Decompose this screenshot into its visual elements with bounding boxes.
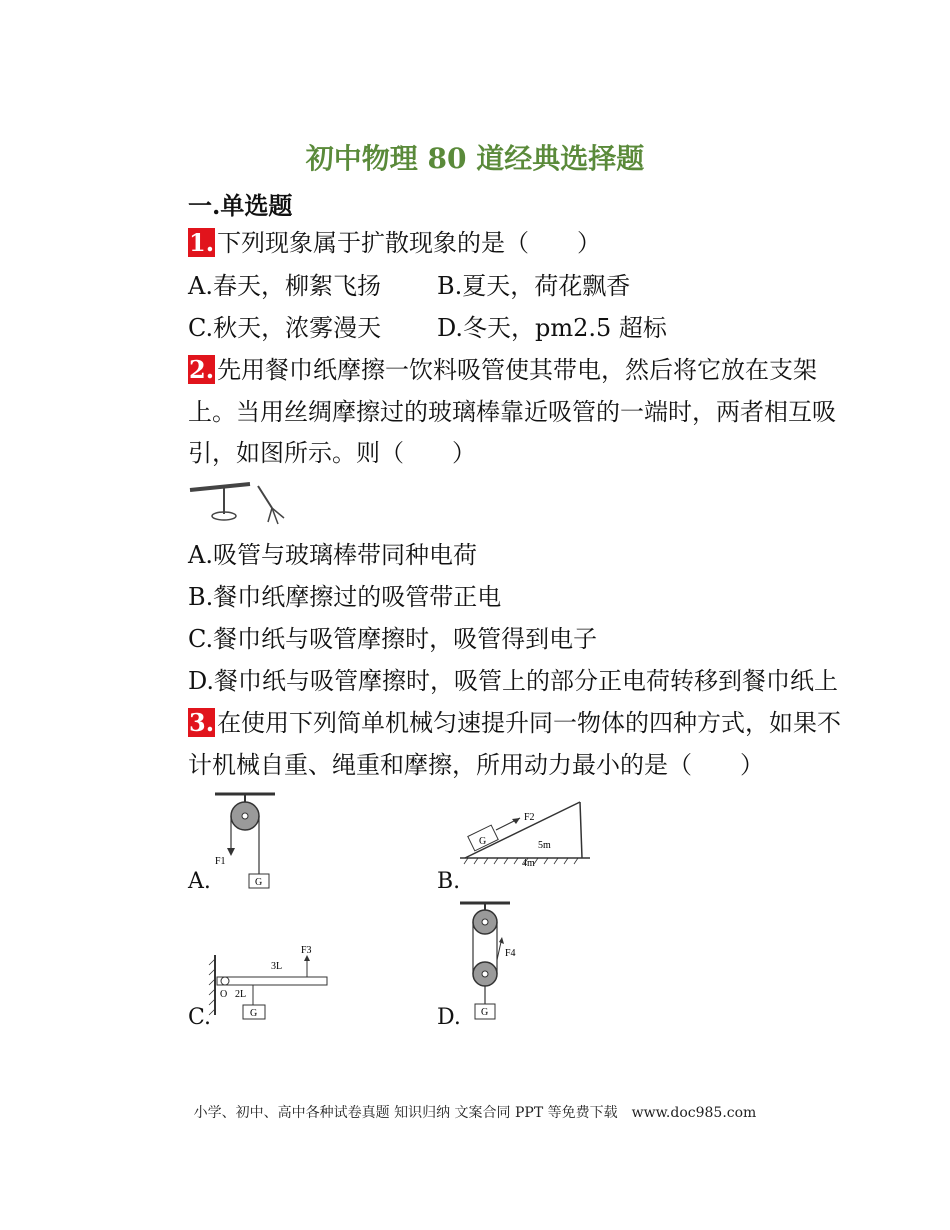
q1-option-d: D.冬天，pm2.5 超标 [437,314,667,342]
figure-c-short-arm-label: 2L [235,989,247,1000]
figure-a-weight-label: G [255,877,263,888]
figure-c-force-label: F3 [301,945,312,956]
section-heading: 一.单选题 [188,191,293,220]
figure-a-fixed-pulley [205,790,285,890]
q2-option-b: B.餐巾纸摩擦过的吸管带正电 [188,583,502,611]
page-footer: 小学、初中、高中各种试卷真题 知识归纳 文案合同 PPT 等免费下载 www.doc985.com [193,1105,757,1121]
figure-c-pivot-label: O [220,989,228,1000]
question-2-stem-2: 上。当用丝绸摩擦过的玻璃棒靠近吸管的一端时，两者相互吸 [188,398,836,426]
question-3-stem-1: 在使用下列简单机械匀速提升同一物体的四种方式，如果不 [217,709,842,737]
q2-option-d: D.餐巾纸与吸管摩擦时，吸管上的部分正电荷转移到餐巾纸上 [188,667,839,695]
question-number-1: 1. [189,228,215,257]
figure-b-weight-label: G [479,836,487,847]
figure-label-b: B. [437,869,461,894]
figure-label-a: A. [188,869,211,894]
question-3-line-1 [188,708,841,738]
straw-on-stand-figure [188,480,298,530]
figure-b-slope-label: 5m [538,840,551,851]
figure-d-pulley-block [455,900,535,1028]
question-number-3: 3. [189,708,215,737]
figure-b-base-label: 4m [522,858,535,869]
figure-c-weight-label: G [250,1008,258,1019]
figure-b-force-label: F2 [524,812,535,823]
q2-option-c: C.餐巾纸与吸管摩擦时，吸管得到电子 [188,625,598,653]
figure-label-c: C. [188,1005,212,1030]
question-number-2: 2. [189,355,215,384]
figure-a-force-label: F1 [215,856,226,867]
q1-option-c: C.秋天，浓雾漫天 [188,314,382,342]
question-2-stem-3: 引，如图所示。则（ ） [188,439,476,467]
question-1-stem: 下列现象属于扩散现象的是（ ） [217,229,602,257]
question-2-line-1 [188,355,817,385]
q1-option-b: B.夏天，荷花飘香 [437,272,631,300]
question-1 [188,228,601,258]
q1-option-a: A.春天，柳絮飞扬 [188,272,381,300]
page-title: 初中物理 80 道经典选择题 [305,142,645,175]
figure-c-long-arm-label: 3L [271,961,283,972]
question-3-stem-2: 计机械自重、绳重和摩擦，所用动力最小的是（ ） [188,751,764,779]
figure-d-weight-label: G [481,1007,489,1018]
figure-label-d: D. [437,1005,461,1030]
figure-c-lever [205,945,330,1025]
figure-b-inclined-plane [460,800,595,869]
question-2-stem-1: 先用餐巾纸摩擦一饮料吸管使其带电，然后将它放在支架 [217,356,818,384]
q2-option-a: A.吸管与玻璃棒带同种电荷 [188,541,477,569]
figure-d-force-label: F4 [505,948,516,959]
